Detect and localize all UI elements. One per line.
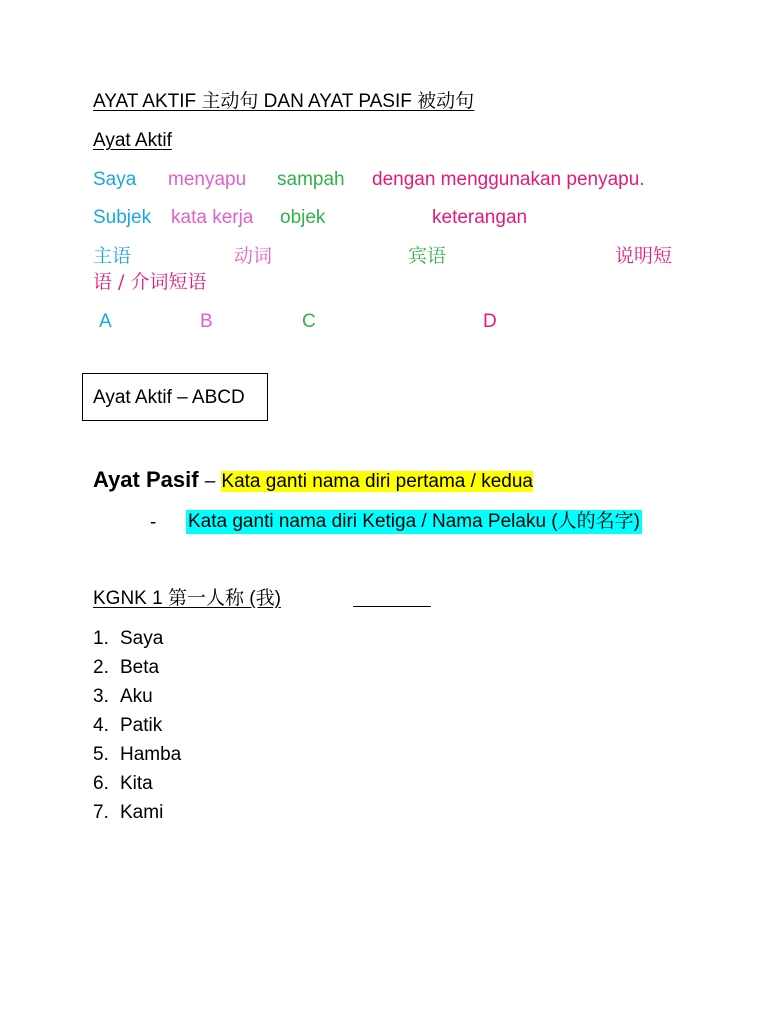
role-subject: Subjek: [93, 207, 152, 228]
kgnk-heading: KGNK 1 第一人称 (我): [93, 588, 281, 609]
pasif-bullet: -: [150, 512, 157, 533]
aktif-formula-text: Ayat Aktif – ABCD: [93, 387, 245, 408]
answer-blank: [353, 606, 431, 607]
cn-role-adverbial-a: 说明短: [615, 245, 673, 267]
letter-d: D: [483, 311, 497, 332]
role-adverbial: keterangan: [432, 207, 528, 228]
pasif-heading: Ayat Pasif: [93, 467, 199, 492]
letter-a: A: [99, 311, 112, 332]
aktif-heading: Ayat Aktif: [93, 130, 172, 151]
cn-role-subject: 主语: [93, 245, 132, 267]
pasif-dash: –: [204, 471, 216, 492]
list-item: 6. Kita: [93, 773, 153, 794]
sentence-adverbial: dengan menggunakan penyapu.: [372, 169, 645, 190]
cn-role-object: 宾语: [408, 245, 447, 267]
pasif-line-1: Kata ganti nama diri pertama / kedua: [221, 471, 533, 492]
sentence-object: sampah: [277, 169, 345, 190]
cn-role-adverbial-b: 语 / 介词短语: [93, 271, 207, 293]
list-item: 2. Beta: [93, 657, 160, 678]
page-title: AYAT AKTIF 主动句 DAN AYAT PASIF 被动句: [93, 91, 475, 112]
letter-b: B: [200, 311, 213, 332]
role-verb: kata kerja: [171, 207, 254, 228]
list-item: 3. Aku: [93, 686, 153, 707]
role-object: objek: [280, 207, 326, 228]
pronoun-list: [93, 624, 181, 827]
pasif-line-2: Kata ganti nama diri Ketiga / Nama Pelaku (人的名字): [188, 511, 640, 532]
pasif-row: [93, 466, 533, 496]
sentence-subject: Saya: [93, 169, 137, 190]
list-item: 5. Hamba: [93, 744, 182, 765]
list-item: 7. Kami: [93, 802, 164, 823]
letter-c: C: [302, 311, 316, 332]
cn-role-verb: 动词: [234, 245, 273, 267]
sentence-verb: menyapu: [168, 169, 247, 190]
list-item: 1. Saya: [93, 628, 164, 649]
list-item: 4. Patik: [93, 715, 163, 736]
aktif-formula-box: [82, 373, 268, 421]
